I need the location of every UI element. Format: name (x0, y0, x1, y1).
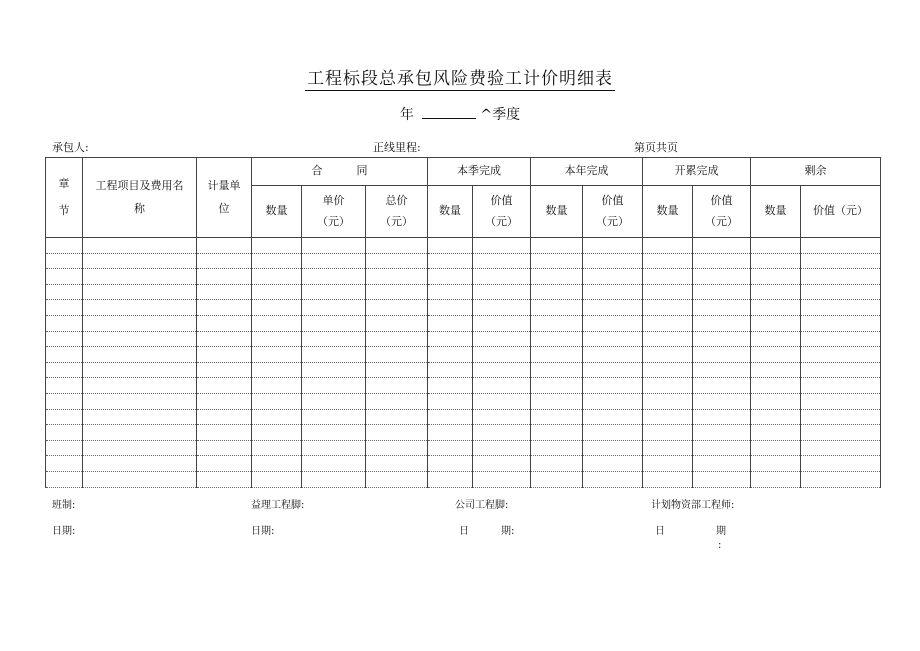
table-cell (302, 284, 366, 300)
table-cell (643, 347, 693, 363)
table-cell (83, 456, 197, 472)
table-cell (751, 425, 801, 441)
table-cell (531, 253, 583, 269)
table-cell (366, 315, 428, 331)
table-cell (693, 471, 751, 487)
header-contract-total-price: 总价 （元） (366, 186, 428, 238)
valuation-table (45, 157, 881, 488)
table-cell (693, 253, 751, 269)
table-cell (46, 269, 83, 285)
header-contract-qty: 数量 (252, 186, 302, 238)
table-cell (83, 284, 197, 300)
footer-date-2: 日期: (251, 526, 275, 537)
table-cell (366, 347, 428, 363)
table-cell (197, 378, 252, 394)
table-cell (751, 378, 801, 394)
table-cell (428, 347, 473, 363)
table-cell (583, 378, 643, 394)
table-cell (252, 300, 302, 316)
table-cell (252, 378, 302, 394)
table-cell (83, 253, 197, 269)
table-cell (693, 300, 751, 316)
table-cell (583, 300, 643, 316)
table-cell (83, 378, 197, 394)
table-cell (252, 409, 302, 425)
table-cell (46, 347, 83, 363)
table-cell (197, 440, 252, 456)
table-cell (643, 378, 693, 394)
header-contract-unit-price: 单价 （元） (302, 186, 366, 238)
table-cell (302, 315, 366, 331)
pages-label: 第页共页 (634, 141, 678, 154)
footer-date-1: 日期: (52, 526, 76, 537)
footer-date-3a: 日 (459, 526, 469, 537)
table-cell (302, 253, 366, 269)
table-cell (366, 253, 428, 269)
table-cell (46, 284, 83, 300)
table-cell (302, 331, 366, 347)
table-cell (302, 269, 366, 285)
table-cell (46, 362, 83, 378)
table-cell (428, 409, 473, 425)
table-cell (643, 284, 693, 300)
table-cell (693, 315, 751, 331)
table-cell (366, 300, 428, 316)
table-cell (46, 253, 83, 269)
header-chapter: 章节 (46, 158, 83, 238)
table-cell (693, 238, 751, 254)
year-label: 年 (399, 107, 414, 123)
table-cell (428, 331, 473, 347)
table-cell (531, 456, 583, 472)
table-cell (751, 456, 801, 472)
table-cell (473, 347, 531, 363)
table-cell (801, 378, 881, 394)
table-cell (801, 315, 881, 331)
table-cell (801, 284, 881, 300)
table-cell (583, 269, 643, 285)
table-cell (473, 393, 531, 409)
table-cell (366, 409, 428, 425)
table-cell (643, 471, 693, 487)
table-cell (252, 269, 302, 285)
footer-shift: 班制: (52, 500, 76, 511)
table-row (46, 393, 881, 409)
table-cell (197, 269, 252, 285)
table-cell (583, 440, 643, 456)
table-cell (197, 347, 252, 363)
table-cell (751, 393, 801, 409)
table-cell (428, 269, 473, 285)
table-cell (751, 269, 801, 285)
table-cell (473, 331, 531, 347)
table-cell (197, 409, 252, 425)
table-cell (751, 362, 801, 378)
table-cell (643, 315, 693, 331)
table-cell (801, 362, 881, 378)
table-cell (366, 362, 428, 378)
table-cell (252, 331, 302, 347)
footer-planning-engineer: 计划物资部工程师: (651, 500, 735, 511)
table-cell (366, 238, 428, 254)
table-cell (693, 456, 751, 472)
table-cell (428, 440, 473, 456)
table-cell (428, 253, 473, 269)
table-cell (751, 284, 801, 300)
table-cell (583, 331, 643, 347)
table-cell (643, 362, 693, 378)
table-cell (751, 315, 801, 331)
table-cell (46, 456, 83, 472)
table-row (46, 238, 881, 254)
table-cell (197, 300, 252, 316)
table-cell (302, 409, 366, 425)
table-cell (252, 425, 302, 441)
table-cell (583, 456, 643, 472)
table-cell (531, 347, 583, 363)
table-cell (693, 440, 751, 456)
table-cell (751, 440, 801, 456)
header-year-value: 价值 （元） (583, 186, 643, 238)
document-title: 工程标段总承包风险费验工计价明细表 (307, 69, 613, 89)
footer-colon: : (718, 540, 722, 551)
table-cell (531, 284, 583, 300)
table-cell (531, 362, 583, 378)
table-cell (46, 409, 83, 425)
footer-date-3b: 期: (501, 526, 515, 537)
table-row (46, 347, 881, 363)
header-contract: 合同 (252, 158, 428, 186)
table-cell (46, 425, 83, 441)
quarter-blank (422, 104, 476, 119)
table-cell (252, 393, 302, 409)
table-cell (46, 440, 83, 456)
table-cell (366, 471, 428, 487)
table-cell (751, 253, 801, 269)
table-cell (693, 331, 751, 347)
table-cell (366, 269, 428, 285)
table-cell (366, 378, 428, 394)
table-cell (302, 362, 366, 378)
table-cell (366, 393, 428, 409)
table-cell (473, 425, 531, 441)
table-cell (801, 253, 881, 269)
header-item: 工程项目及费用名 称 (83, 158, 197, 238)
table-cell (302, 456, 366, 472)
table-cell (531, 378, 583, 394)
table-cell (46, 378, 83, 394)
table-cell (531, 425, 583, 441)
table-cell (643, 269, 693, 285)
table-cell (252, 253, 302, 269)
table-cell (252, 315, 302, 331)
table-row (46, 471, 881, 487)
table-cell (751, 238, 801, 254)
table-cell (693, 269, 751, 285)
table-cell (428, 393, 473, 409)
table-cell (252, 471, 302, 487)
table-cell (583, 425, 643, 441)
table-cell (83, 331, 197, 347)
header-remaining: 剩余 (751, 158, 881, 186)
table-cell (473, 269, 531, 285)
footer-date-4b: 期 (716, 526, 726, 537)
table-cell (252, 362, 302, 378)
table-cell (366, 425, 428, 441)
table-cell (428, 300, 473, 316)
table-cell (531, 409, 583, 425)
table-cell (252, 238, 302, 254)
table-body (46, 238, 881, 488)
table-cell (302, 393, 366, 409)
table-cell (643, 409, 693, 425)
table-cell (83, 347, 197, 363)
footer-company-engineer: 公司工程脚: (455, 500, 509, 511)
table-cell (46, 393, 83, 409)
table-cell (583, 284, 643, 300)
table-cell (428, 456, 473, 472)
table-cell (751, 409, 801, 425)
table-cell (428, 284, 473, 300)
table-cell (428, 238, 473, 254)
table-cell (46, 300, 83, 316)
table-cell (583, 471, 643, 487)
table-cell (83, 409, 197, 425)
header-quarter-qty: 数量 (428, 186, 473, 238)
table-cell (473, 284, 531, 300)
table-cell (801, 456, 881, 472)
table-cell (583, 238, 643, 254)
table-cell (801, 440, 881, 456)
header-cumulative-value: 价值 （元） (693, 186, 751, 238)
table-cell (428, 362, 473, 378)
table-cell (197, 238, 252, 254)
table-cell (693, 409, 751, 425)
table-cell (531, 300, 583, 316)
header-remaining-value: 价值（元） (801, 186, 881, 238)
table-row (46, 362, 881, 378)
table-row (46, 331, 881, 347)
header-cumulative: 开累完成 (643, 158, 751, 186)
table-cell (83, 362, 197, 378)
header-year: 本年完成 (531, 158, 643, 186)
table-cell (583, 347, 643, 363)
table-cell (197, 362, 252, 378)
table-cell (693, 425, 751, 441)
header-unit: 计量单 位 (197, 158, 252, 238)
table-cell (801, 409, 881, 425)
table-cell (751, 347, 801, 363)
table-row (46, 315, 881, 331)
table-cell (643, 300, 693, 316)
table-row (46, 456, 881, 472)
table-cell (583, 315, 643, 331)
table-cell (801, 347, 881, 363)
table-row (46, 269, 881, 285)
footer-supervisor: 益理工程脚: (251, 500, 305, 511)
table-cell (643, 253, 693, 269)
table-cell (643, 425, 693, 441)
table-cell (302, 471, 366, 487)
table-cell (643, 456, 693, 472)
table-cell (197, 393, 252, 409)
table-cell (302, 425, 366, 441)
table-cell (428, 378, 473, 394)
table-cell (693, 284, 751, 300)
table-cell (531, 269, 583, 285)
table-cell (46, 238, 83, 254)
table-cell (46, 471, 83, 487)
table-cell (302, 378, 366, 394)
table-cell (302, 300, 366, 316)
mileage-label: 正线里程: (373, 141, 421, 154)
table-cell (83, 440, 197, 456)
table-cell (252, 284, 302, 300)
table-cell (302, 347, 366, 363)
table-cell (801, 471, 881, 487)
table-cell (693, 362, 751, 378)
table-cell (83, 471, 197, 487)
table-cell (531, 440, 583, 456)
table-row (46, 425, 881, 441)
table-row (46, 284, 881, 300)
table-cell (643, 440, 693, 456)
table-cell (83, 300, 197, 316)
table-cell (366, 456, 428, 472)
table-cell (197, 331, 252, 347)
table-cell (801, 269, 881, 285)
table-cell (801, 331, 881, 347)
table-cell (473, 456, 531, 472)
header-quarter: 本季完成 (428, 158, 531, 186)
header-remaining-qty: 数量 (751, 186, 801, 238)
table-cell (366, 440, 428, 456)
table-cell (473, 238, 531, 254)
table-cell (473, 362, 531, 378)
table-cell (531, 315, 583, 331)
table-cell (531, 471, 583, 487)
table-cell (583, 409, 643, 425)
table-cell (751, 331, 801, 347)
header-year-qty: 数量 (531, 186, 583, 238)
table-cell (46, 331, 83, 347)
table-cell (83, 315, 197, 331)
table-cell (643, 331, 693, 347)
table-cell (197, 425, 252, 441)
table-cell (197, 253, 252, 269)
table-cell (583, 362, 643, 378)
period-line (0, 104, 920, 124)
table-cell (473, 253, 531, 269)
table-cell (583, 393, 643, 409)
table-cell (366, 331, 428, 347)
table-cell (801, 393, 881, 409)
table-cell (643, 393, 693, 409)
table-cell (693, 347, 751, 363)
table-cell (583, 253, 643, 269)
table-cell (801, 238, 881, 254)
header-quarter-value: 价值 （元） (473, 186, 531, 238)
table-cell (46, 315, 83, 331)
table-cell (83, 425, 197, 441)
table-cell (531, 238, 583, 254)
table-cell (83, 393, 197, 409)
table-cell (473, 300, 531, 316)
table-cell (197, 456, 252, 472)
table-cell (197, 471, 252, 487)
table-cell (83, 238, 197, 254)
table-row (46, 378, 881, 394)
table-cell (751, 300, 801, 316)
table-cell (531, 393, 583, 409)
table-cell (252, 347, 302, 363)
table-cell (428, 471, 473, 487)
table-cell (473, 315, 531, 331)
table-cell (693, 393, 751, 409)
table-cell (473, 409, 531, 425)
contractor-label: 承包人: (52, 141, 89, 154)
table-row (46, 300, 881, 316)
footer-date-4a: 日 (655, 526, 665, 537)
table-cell (643, 238, 693, 254)
table-cell (428, 315, 473, 331)
table-row (46, 440, 881, 456)
table-cell (302, 238, 366, 254)
table-row (46, 253, 881, 269)
table-cell (473, 440, 531, 456)
table-cell (473, 471, 531, 487)
table-cell (428, 425, 473, 441)
table-cell (252, 440, 302, 456)
quarter-label: ^季度 (480, 107, 521, 123)
table-cell (197, 315, 252, 331)
table-cell (751, 471, 801, 487)
table-cell (252, 456, 302, 472)
table-cell (197, 284, 252, 300)
table-cell (693, 378, 751, 394)
table-cell (531, 331, 583, 347)
header-cumulative-qty: 数量 (643, 186, 693, 238)
table-cell (366, 284, 428, 300)
table-cell (302, 440, 366, 456)
table-cell (83, 269, 197, 285)
table-row (46, 409, 881, 425)
table-cell (473, 378, 531, 394)
table-cell (801, 300, 881, 316)
table-cell (801, 425, 881, 441)
